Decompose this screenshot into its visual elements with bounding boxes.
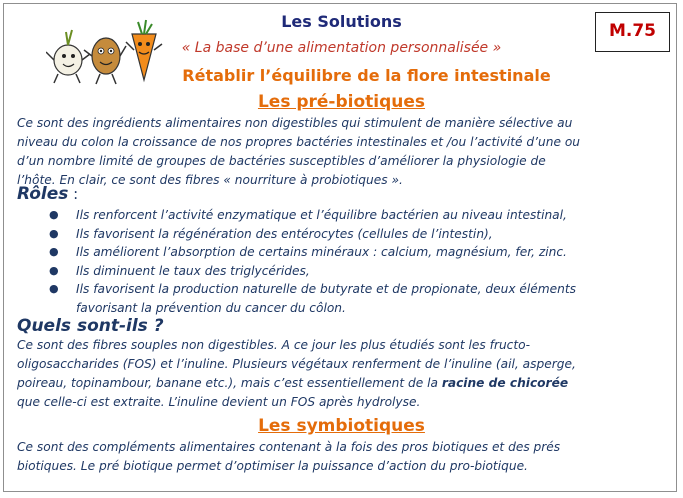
list-item-text: Ils améliorent l’absorption de certains minéraux : calcium, magnésium, fer, zinc.	[76, 245, 567, 260]
list-item	[0, 206, 670, 225]
text-line: que celle-ci est extraite. L’inuline devient un FOS après hydrolyse.	[17, 395, 421, 409]
quels-sont-ils-heading: Quels sont-ils ?	[17, 316, 164, 336]
text-line: Ce sont des fibres souples non digestibles. A ce jour les plus étudiés sont les fructo-	[17, 338, 531, 352]
text-line-start: poireau, topinambour, banane etc.), mais c’est essentiellement de la	[17, 376, 442, 390]
symbiotiques-text	[17, 438, 662, 476]
text-line: Ce sont des ingrédients alimentaires non digestibles qui stimulent de manière sélective au	[17, 116, 573, 130]
reference-badge: M.75	[595, 12, 670, 52]
text-line: biotiques. Le pré biotique permet d’optimiser la puissance d’action du pro-biotique.	[17, 459, 528, 473]
bullet-icon: ●	[49, 226, 59, 240]
text-line: Ce sont des compléments alimentaires contenant à la fois des pros biotiques et des prés	[17, 440, 561, 454]
roles-title: Rôles	[17, 184, 69, 204]
quels-sont-ils-text	[17, 336, 662, 412]
bullet-icon: ●	[49, 282, 59, 296]
list-item-text: Ils favorisent la production naturelle de butyrate et de propionate, deux éléments	[76, 282, 577, 297]
list-item	[0, 225, 670, 244]
text-line: oligosaccharides (FOS) et l’inuline. Plusieurs végétaux renferment de l’inuline (ail, asperge,	[17, 357, 576, 371]
prebiotiques-intro	[17, 114, 662, 190]
list-item	[0, 262, 670, 281]
bullet-icon: ●	[49, 263, 59, 277]
list-item-text: Ils renforcent l’activité enzymatique et l’équilibre bactérien au niveau intestinal,	[76, 208, 567, 222]
list-item-text: Ils diminuent le taux des triglycérides,	[76, 263, 310, 278]
list-item	[0, 280, 670, 299]
text-line: l’hôte. En clair, ce sont des fibres « nourriture à probiotiques ».	[17, 173, 403, 187]
text-line: niveau du colon la croissance de nos propres bactéries intestinales et /ou l’activité d’une ou	[17, 135, 581, 149]
list-item-text: Ils favorisent la régénération des entérocytes (cellules de l’intestin),	[76, 226, 493, 241]
page-subtitle: « La base d’une alimentation personnalisée »	[181, 40, 502, 56]
roles-colon: :	[68, 185, 79, 203]
highlight-chicoree: racine de chicorée	[441, 376, 569, 390]
text-line	[17, 374, 662, 393]
bullet-icon: ●	[49, 208, 59, 221]
page-title: Les Solutions	[281, 12, 402, 31]
bullet-icon: ●	[49, 245, 59, 259]
roles-list	[0, 206, 670, 318]
roles-heading	[17, 184, 78, 204]
section-title-prebiotiques: Les pré-biotiques	[257, 92, 426, 112]
text-line: d’un nombre limité de groupes de bactéries susceptibles d’améliorer la physiologie de	[17, 154, 546, 168]
section-title-symbiotiques: Les symbiotiques	[258, 416, 425, 436]
list-item	[0, 243, 670, 262]
list-item-text: favorisant la prévention du cancer du côlon.	[76, 300, 346, 315]
page-heading: Rétablir l’équilibre de la flore intestinale	[182, 66, 551, 85]
list-item-continuation	[0, 299, 670, 318]
